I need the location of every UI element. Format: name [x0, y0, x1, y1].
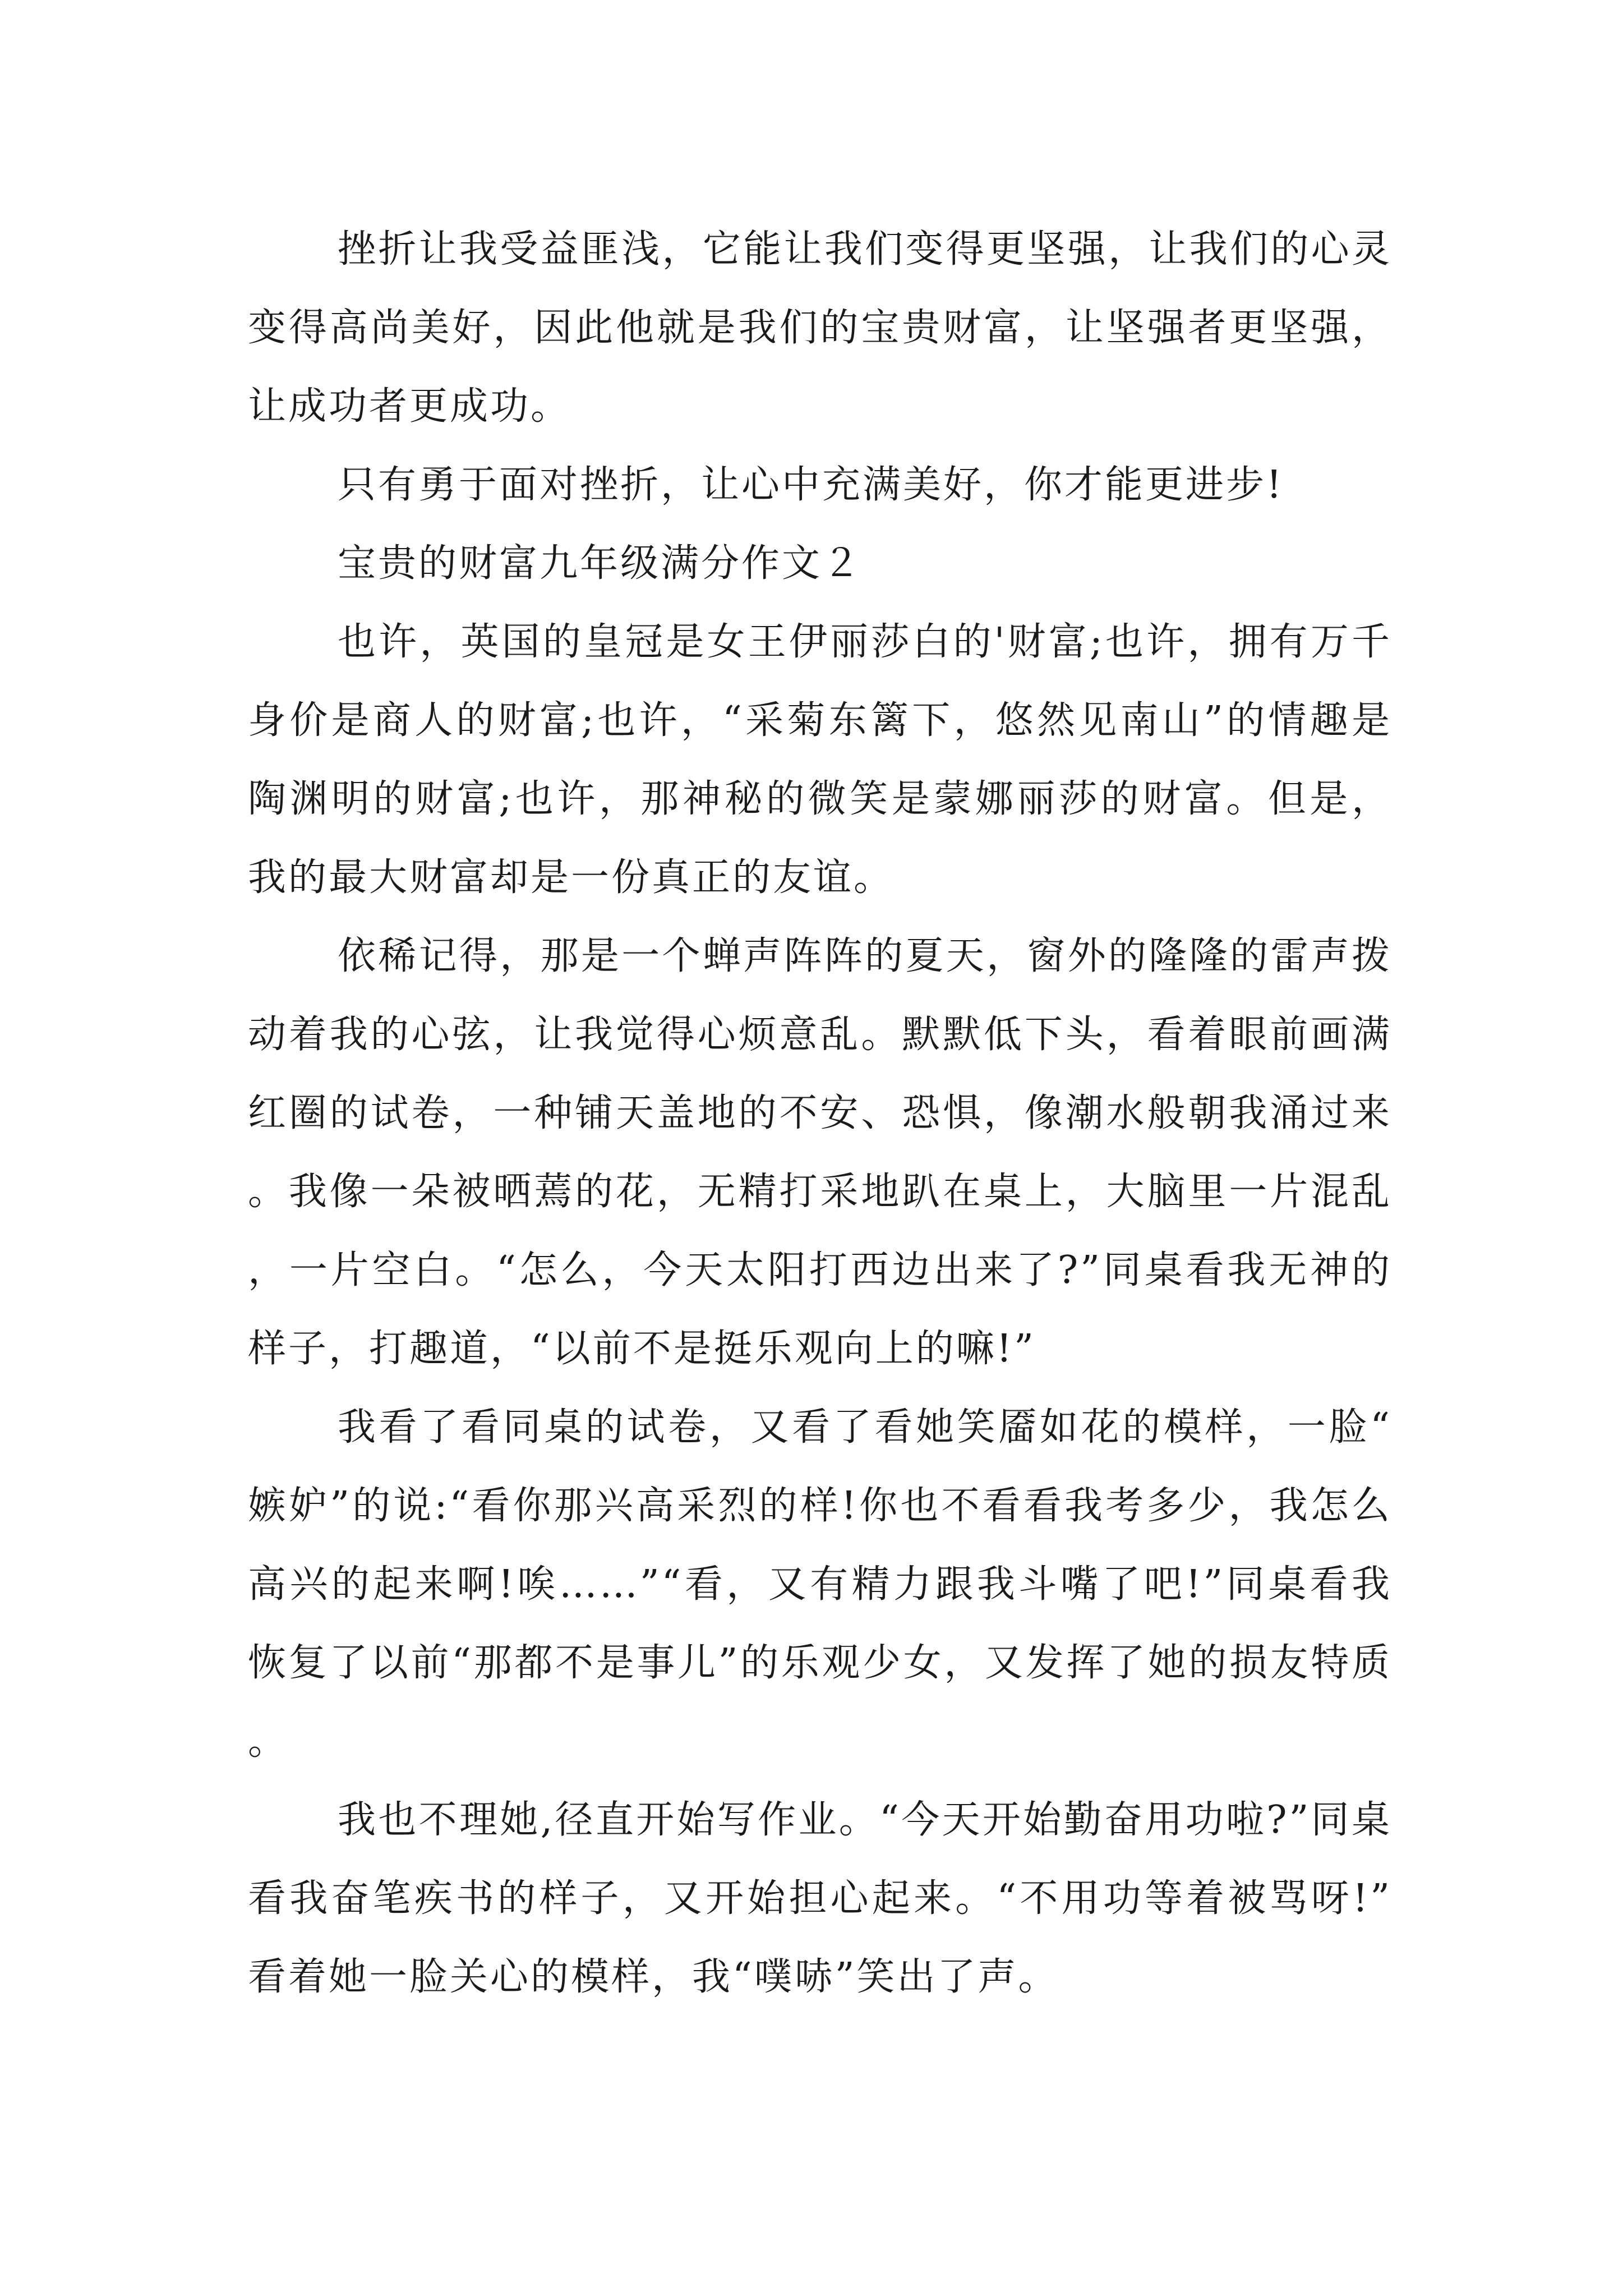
paragraph-3: 也许，英国的皇冠是女王伊丽莎白的'财富;也许，拥有万千身价是商人的财富;也许，“采菊东篱下，悠然见南山”的情趣是陶渊明的财富;也许，那神秘的微笑是蒙娜丽莎的财富。但是，我的最大财富却是一份真正的友谊。 [248, 620, 1392, 900]
essay-title: 宝贵的财富九年级满分作文２ [338, 541, 863, 586]
paragraph-2: 只有勇于面对挫折，让心中充满美好，你才能更进步! [338, 463, 1284, 507]
paragraph-6: 我也不理她,径直开始写作业。“今天开始勤奋用功啦?”同桌看我奋笔疾书的样子，又开始担心起来。“不用功等着被骂呀!”看着她一脸关心的模样，我“噗哧”笑出了声。 [248, 1798, 1392, 1999]
paragraph-1: 挫折让我受益匪浅，它能让我们变得更坚强，让我们的心灵变得高尚美好，因此他就是我们的宝贵财富，让坚强者更坚强，让成功者更成功。 [248, 227, 1392, 429]
paragraph-5: 我看了看同桌的试卷，又看了看她笑靥如花的模样，一脸“嫉妒”的说:“看你那兴高采烈的样!你也不看看我考多少，我怎么高兴的起来啊!唉……”“看，又有精力跟我斗嘴了吧!”同桌看我恢复了以前“那都不是事儿”的乐观少女，又发挥了她的损友特质。 [248, 1405, 1392, 1764]
essay-body [248, 210, 1392, 2017]
paragraph-4: 依稀记得，那是一个蝉声阵阵的夏天，窗外的隆隆的雷声拨动着我的心弦，让我觉得心烦意乱。默默低下头，看着眼前画满红圈的试卷，一种铺天盖地的不安、恐惧，像潮水般朝我涌过来。我像一朵被晒蔫的花，无精打采地趴在桌上，大脑里一片混乱，一片空白。“怎么，今天太阳打西边出来了?”同桌看我无神的样子，打趣道，“以前不是挺乐观向上的嘛!” [248, 934, 1392, 1371]
